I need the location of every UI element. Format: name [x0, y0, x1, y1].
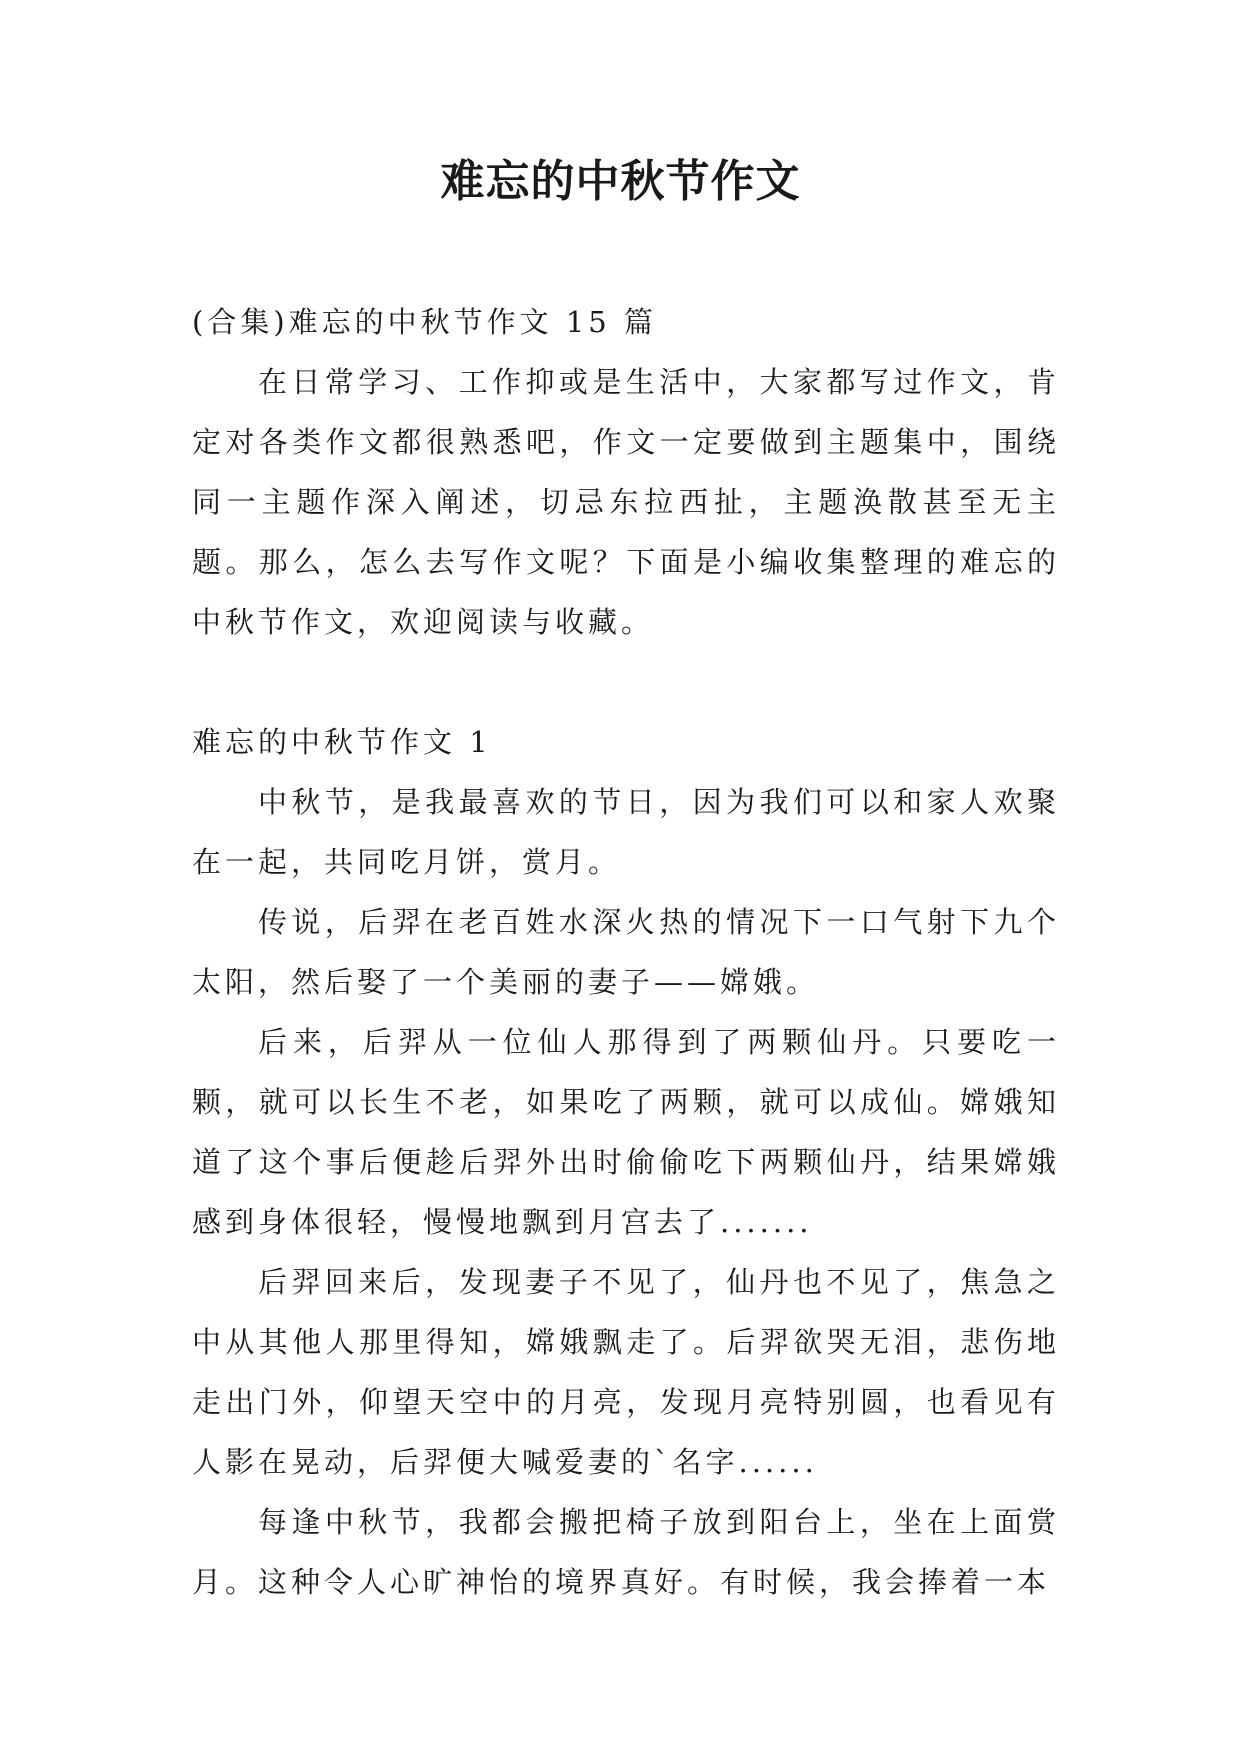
body-paragraph: 后羿回来后，发现妻子不见了，仙丹也不见了，焦急之中从其他人那里得知，嫦娥飘走了。后羿欲哭无泪，悲伤地走出门外，仰望天空中的月亮，发现月亮特别圆，也看见有人影在晃动，后羿便大喊爱妻的`名字......: [192, 1265, 1060, 1479]
intro-paragraph: 在日常学习、工作抑或是生活中，大家都写过作文，肯定对各类作文都很熟悉吧，作文一定要做到主题集中，围绕同一主题作深入阐述，切忌东拉西扯，主题涣散甚至无主题。那么，怎么去写作文呢？下面是小编收集整理的难忘的中秋节作文，欢迎阅读与收藏。: [192, 365, 1060, 639]
document-body: [192, 292, 1060, 1612]
document-title: 难忘的中秋节作文: [440, 156, 801, 207]
body-paragraph: 中秋节，是我最喜欢的节日，因为我们可以和家人欢聚在一起，共同吃月饼，赏月。: [192, 785, 1060, 879]
body-paragraph: 后来，后羿从一位仙人那得到了两颗仙丹。只要吃一颗，就可以长生不老，如果吃了两颗，就可以成仙。嫦娥知道了这个事后便趁后羿外出时偷偷吃下两颗仙丹，结果嫦娥感到身体很轻，慢慢地飘到月宫去了.......: [192, 1025, 1060, 1239]
document-subtitle: (合集)难忘的中秋节作文 15 篇: [192, 305, 657, 339]
body-paragraph: 每逢中秋节，我都会搬把椅子放到阳台上，坐在上面赏月。这种令人心旷神怡的境界真好。有时候，我会捧着一本: [192, 1505, 1060, 1599]
section-heading: 难忘的中秋节作文 1: [192, 725, 492, 759]
body-paragraph: 传说，后羿在老百姓水深火热的情况下一口气射下九个太阳，然后娶了一个美丽的妻子——嫦娥。: [192, 905, 1060, 999]
